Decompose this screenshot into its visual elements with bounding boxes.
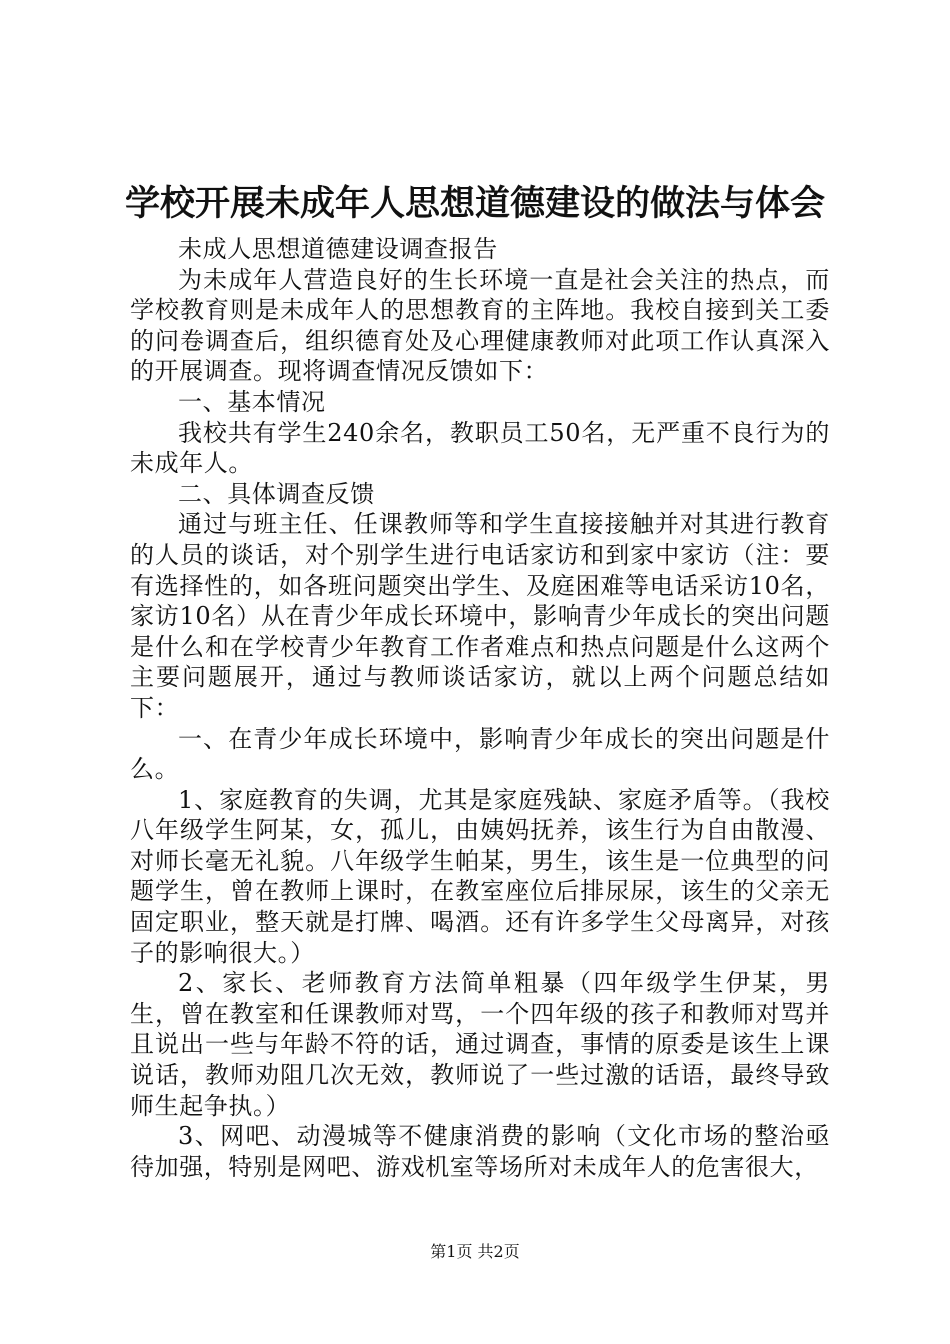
document-title: 学校开展未成年人思想道德建设的做法与体会	[124, 183, 825, 224]
section-heading-feedback: 二、具体调查反馈	[178, 479, 375, 508]
paragraph-item-2: 2、家长、老师教育方法简单粗暴（四年级学生伊某，男生，曾在教室和任课教师对骂，一个四年级的孩子和教师对骂并且说出一些与年龄不符的话，通过调查，事情的原委是该生上课说话，教师劝阻几次无效，教师说了一些过激的话语，最终导致师生起争执。）	[130, 969, 830, 1120]
section-heading-basic: 一、基本情况	[178, 387, 326, 416]
paragraph-intro: 为未成年人营造良好的生长环境一直是社会关注的热点，而学校教育则是未成年人的思想教育的主阵地。我校自接到关工委的问卷调查后，组织德育处及心理健康教师对此项工作认真深入的开展调查。现将调查情况反馈如下：	[130, 265, 830, 386]
paragraph-feedback: 通过与班主任、任课教师等和学生直接接触并对其进行教育的人员的谈话，对个别学生进行电话家访和到家中家访（注：要有选择性的，如各班问题突出学生、及庭困难等电话采访10名，家访10名）从在青少年成长环境中，影响青少年成长的突出问题是什么和在学校青少年教育工作者难点和热点问题是什么这两个主要问题展开，通过与教师谈话家访，就以上两个问题总结如下：	[130, 510, 830, 722]
document-body	[130, 234, 830, 1182]
paragraph-basic-info: 我校共有学生240余名，教职员工50名，无严重不良行为的未成年人。	[130, 418, 830, 478]
paragraph-subtitle: 未成人思想道德建设调查报告	[178, 235, 498, 263]
paragraph-item-3: 3、网吧、动漫城等不健康消费的影响（文化市场的整治亟待加强，特别是网吧、游戏机室等场所对未成年人的危害很大，	[130, 1122, 830, 1181]
paragraph-item-1: 1、家庭教育的失调，尤其是家庭残缺、家庭矛盾等。（我校八年级学生阿某，女，孤儿，由姨妈抚养，该生行为自由散漫、对师长毫无礼貌。八年级学生帕某，男生，该生是一位典型的问题学生，曾在教师上课时，在教室座位后排尿尿，该生的父亲无固定职业，整天就是打牌、喝酒。还有许多学生父母离异，对孩子的影响很大。）	[130, 785, 830, 967]
page-number-footer: 第1页 共2页	[430, 1242, 520, 1261]
subsection-heading-issues: 一、在青少年成长环境中，影响青少年成长的突出问题是什么。	[130, 724, 830, 784]
